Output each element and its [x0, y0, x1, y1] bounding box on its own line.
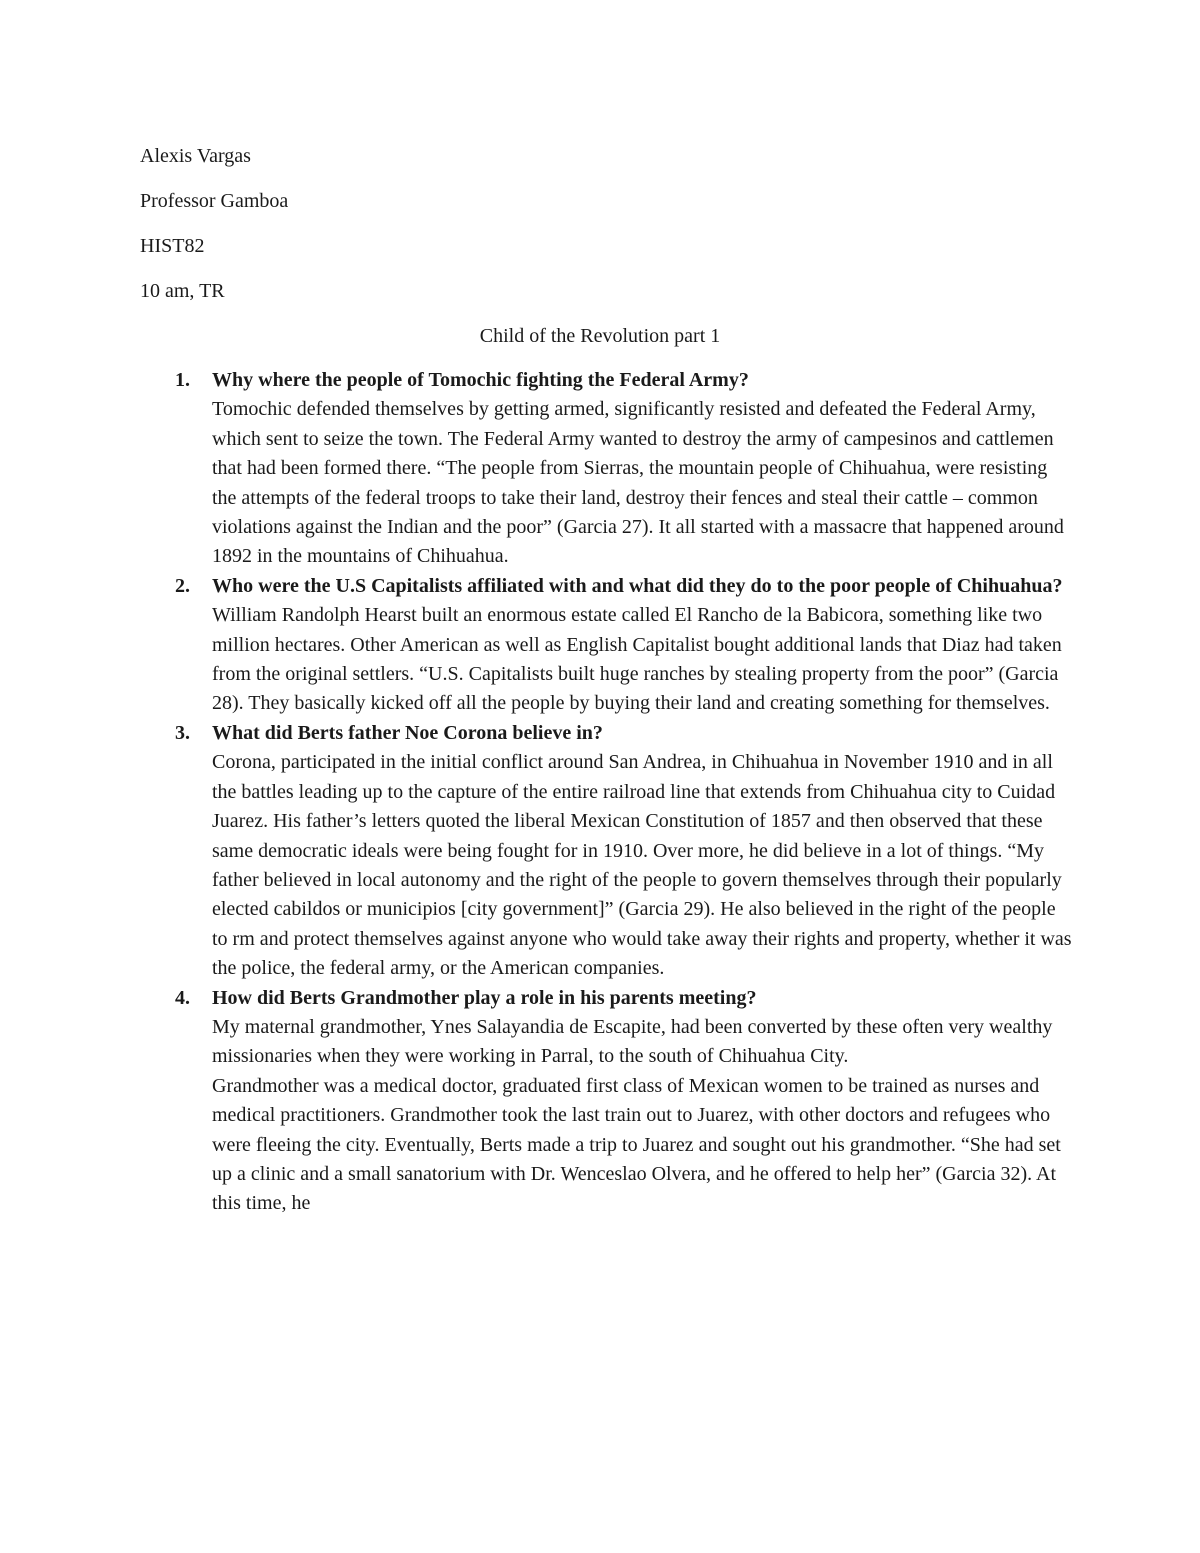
- question-text: How did Berts Grandmother play a role in his parents meeting?: [212, 986, 757, 1009]
- answer-paragraph: My maternal grandmother, Ynes Salayandia de Escapite, had been converted by these often very wealthy missionaries when they were working in Parral, to the south of Chihuahua City.: [212, 1015, 1053, 1068]
- question-number: 2.: [175, 574, 190, 597]
- question-item: [175, 366, 1072, 572]
- answer-paragraph: William Randolph Hearst built an enormous estate called El Rancho de la Babicora, something like two million hectares. Other American as well as English Capitalist bought additional lands that Diaz had taken from the original settlers. “U.S. Capitalists built huge ranches by stealing property from the poor” (Garcia 28). They basically kicked off all the people by buying their land and creating something for themselves.: [212, 604, 1062, 715]
- answer-paragraph: Grandmother was a medical doctor, graduated first class of Mexican women to be trained as nurses and medical practitioners. Grandmother took the last train out to Juarez, with other doctors and refugees who were fleeing the city. Eventually, Berts made a trip to Juarez and sought out his grandmother. “She had set up a clinic and a small sanatorium with Dr. Wenceslao Olvera, and he offered to help her” (Garcia 32). At this time, he: [212, 1074, 1061, 1215]
- document-title: Child of the Revolution part 1: [479, 325, 721, 347]
- student-name: Alexis Vargas: [140, 145, 251, 167]
- question-text: What did Berts father Noe Corona believe in?: [212, 721, 603, 744]
- question-item: [175, 984, 1072, 1219]
- course-code: HIST82: [140, 235, 205, 257]
- question-number: 4.: [175, 986, 190, 1009]
- professor-name: Professor Gamboa: [140, 190, 289, 212]
- answer-paragraph: Corona, participated in the initial conflict around San Andrea, in Chihuahua in November 1910 and in all the battles leading up to the capture of the entire railroad line that extends from Chihuahua city to Cuidad Juarez. His father’s letters quoted the liberal Mexican Constitution of 1857 and then observed that these same democratic ideals were being fought for in 1910. Over more, he did believe in a lot of things. “My father believed in local autonomy and the right of the people to govern themselves through their popularly elected cabildos or municipios [city government]” (Garcia 29). He also believed in the right of the people to rm and protect themselves against anyone who would take away their rights and property, whether it was the police, the federal army, or the American companies.: [212, 751, 1072, 980]
- question-item: [175, 572, 1072, 719]
- answer-paragraph: Tomochic defended themselves by getting armed, significantly resisted and defeated the Federal Army, which sent to seize the town. The Federal Army wanted to destroy the army of campesinos and cattlemen that had been formed there. “The people from Sierras, the mountain people of Chihuahua, were resisting the attempts of the federal troops to take their land, destroy their fences and steal their cattle – common violations against the Indian and the poor” (Garcia 27). It all started with a massacre that happened around 1892 in the mountains of Chihuahua.: [212, 398, 1064, 568]
- question-item: [175, 719, 1072, 984]
- question-number: 1.: [175, 369, 190, 391]
- question-number: 3.: [175, 721, 190, 744]
- class-time: 10 am, TR: [140, 280, 225, 302]
- question-text: Why where the people of Tomochic fighting the Federal Army?: [212, 369, 749, 391]
- question-list: [0, 366, 1200, 1219]
- question-text: Who were the U.S Capitalists affiliated with and what did they do to the poor people of Chihuahua?: [212, 574, 1063, 597]
